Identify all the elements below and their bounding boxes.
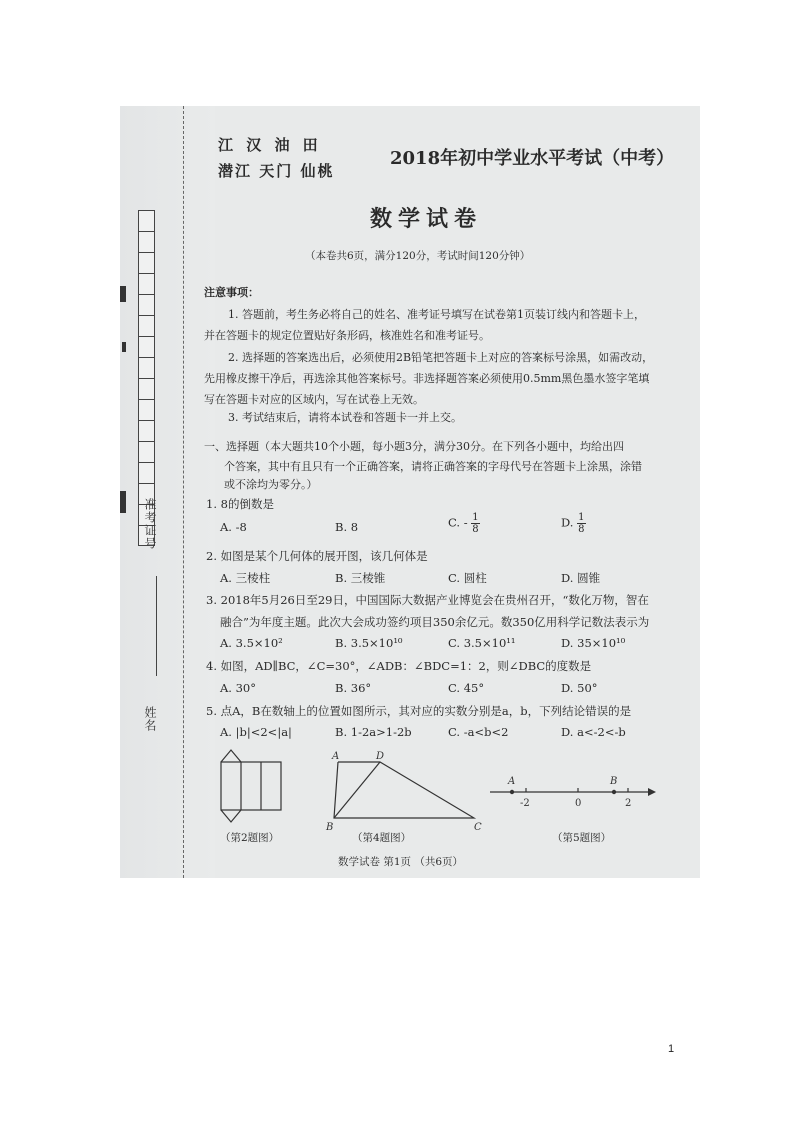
notice-item-3: 3. 考试结束后，请将本试卷和答题卡一并上交。 [228,411,462,424]
q2-option-b: B. 三棱锥 [335,571,386,585]
q5-option-a: A. |b|<2<|a| [220,725,292,739]
q2-option-d: D. 圆锥 [561,571,601,585]
binding-margin [120,106,215,878]
fig4-caption: （第4题图） [352,832,412,844]
notice-item-2-line-2: 先用橡皮擦干净后，再选涂其他答案标号。非选择题答案必须使用0.5mm黑色墨水签字笔填 [204,372,650,385]
q3-option-c: C. 3.5×10¹¹ [448,636,516,650]
tick-label-neg2: -2 [520,798,530,809]
q5-stem: 5. 点A，B在数轴上的位置如图所示，其对应的实数分别是a，b，下列结论错误的是 [206,704,632,718]
q4-option-d: D. 50° [561,681,598,695]
notice-item-2-line-3: 写在答题卡对应的区域内，写在试卷上无效。 [204,393,424,406]
q2-stem: 2. 如图是某个几何体的展开图，该几何体是 [206,549,428,563]
fraction: $\frac{1}{8}$ [578,512,585,535]
notice-item-1-line-1: 1. 答题前，考生务必将自己的姓名、准考证号填写在试卷第1页装订线内和答题卡上， [228,308,645,321]
q1-option-d: D. $\frac{1}{8}$ [561,512,585,535]
section-1-line-2: 个答案，其中有且只有一个正确答案，请将正确答案的字母代号在答题卡上涂黑，涂错 [224,460,642,473]
label-c: C [474,822,482,832]
subject-title: 数学试卷 [370,206,483,232]
exam-info: （本卷共6页，满分120分，考试时间120分钟） [305,250,531,262]
page-footer: 数学试卷 第1页 （共6页） [338,856,464,868]
exam-title: 2018年初中学业水平考试（中考） [390,148,675,169]
fig2-caption: （第2题图） [220,832,280,844]
exam-number-boxes [138,210,156,546]
edge-mark [120,491,126,513]
binding-dashed-line [183,106,184,878]
region-line-1: 江 汉 油 田 [218,136,322,154]
q4-option-a: A. 30° [220,681,256,695]
region-line-2: 潜江 天门 仙桃 [218,162,335,180]
q4-option-c: C. 45° [448,681,485,695]
label-a: A [332,751,340,762]
label-b: B [326,822,334,832]
edge-mark [122,342,126,352]
exam-page-photo [120,106,700,878]
q3-option-a: A. 3.5×10² [220,636,283,650]
number-line-figure [486,770,660,814]
q3-option-d: D. 35×10¹⁰ [561,636,626,650]
q3-line-1: 3. 2018年5月26日至29日，中国国际大数据产业博览会在贵州召开，“数化万物，智在 [206,593,649,607]
q4-stem: 4. 如图，AD∥BC，∠C=30°，∠ADB：∠BDC=1：2，则∠DBC的度数是 [206,659,592,673]
edge-mark [120,286,126,302]
page-number: 1 [668,1043,675,1055]
notice-item-2-line-1: 2. 选择题的答案选出后，必须使用2B铅笔把答题卡上对应的答案标号涂黑，如需改动， [228,351,654,364]
notice-heading: 注意事项： [204,286,259,299]
prism-net-figure [216,748,286,828]
section-1-line-3: 或不涂均为零分。） [224,478,318,491]
fig5-caption: （第5题图） [552,832,612,844]
q1-option-a: A. -8 [220,520,247,534]
point-b-label: B [610,776,618,787]
section-1-line-1: 一、选择题（本大题共10个小题，每小题3分，满分30分。在下列各小题中，均给出四 [204,440,624,453]
q3-option-b: B. 3.5×10¹⁰ [335,636,403,650]
q3-line-2: 融合”为年度主题。此次大会成功签约项目350余亿元。数350亿用科学记数法表示为 [220,615,650,629]
exam-number-label: 准考证号 [143,498,157,550]
tick-label-2: 2 [625,798,632,809]
trapezoid-figure [324,748,484,832]
name-label: 姓名 [143,706,157,732]
q1-stem: 1. 8的倒数是 [206,497,274,511]
tick-label-0: 0 [575,798,582,809]
q1-option-c: C. - $\frac{1}{8}$ [448,512,479,535]
q5-option-c: C. -a<b<2 [448,725,509,739]
q2-option-a: A. 三棱柱 [220,571,271,585]
fraction: $\frac{1}{8}$ [472,512,479,535]
q5-option-b: B. 1-2a>1-2b [335,725,412,739]
notice-item-1-line-2: 并在答题卡的规定位置贴好条形码，核准姓名和准考证号。 [204,329,490,342]
label-d: D [376,751,385,762]
q1-option-b: B. 8 [335,520,359,534]
point-a-label: A [508,776,516,787]
q2-option-c: C. 圆柱 [448,571,487,585]
q4-option-b: B. 36° [335,681,372,695]
name-underline [156,576,157,676]
q5-option-d: D. a<-2<-b [561,725,626,739]
